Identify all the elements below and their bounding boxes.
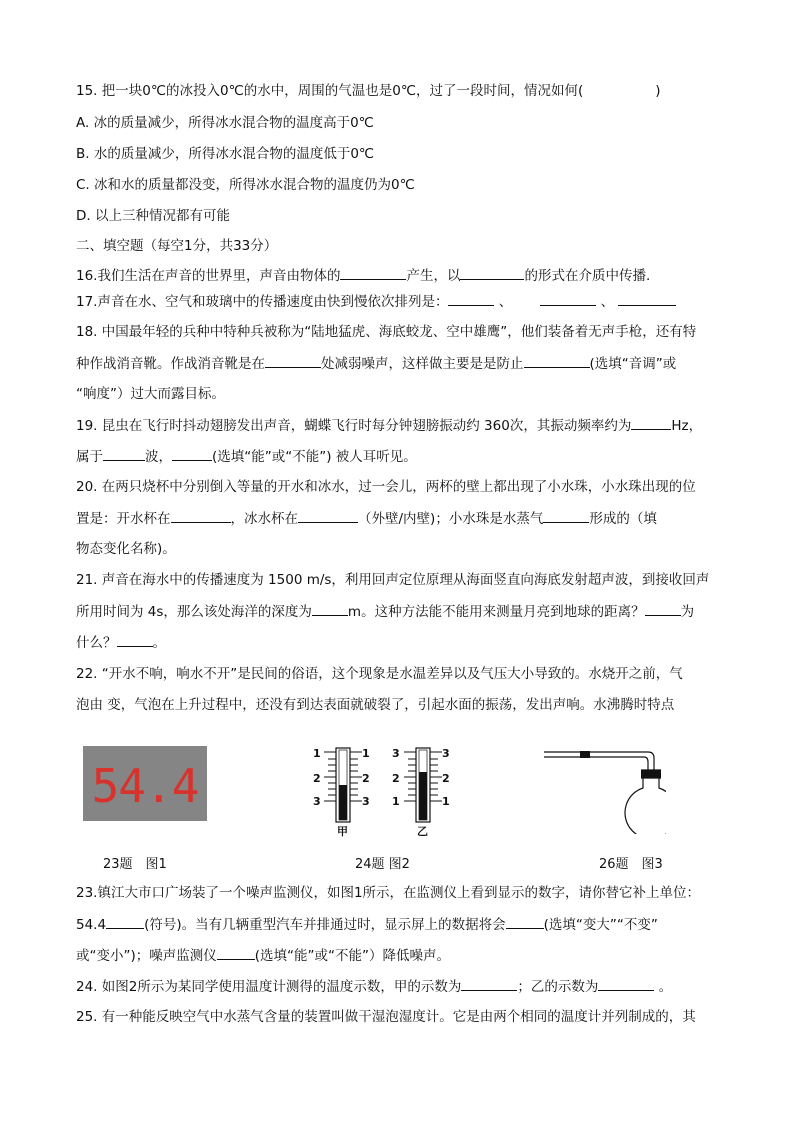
q19-line-2: 属于 波， (选填“能”或“不能”) 被人耳听见。 <box>76 449 417 465</box>
q20-blank-1[interactable] <box>171 509 231 523</box>
q16-blank-1[interactable] <box>340 266 406 280</box>
tick-label: 1 <box>313 747 321 760</box>
q16-blank-2[interactable] <box>460 266 524 280</box>
q24-blank-1[interactable] <box>461 977 517 991</box>
tick-label: 1 <box>442 795 450 808</box>
q18-line-2: 种作战消音靴。作战消音靴是在 处减弱噪声，这样做主要是是防止 (选填“音调”或 <box>76 356 677 372</box>
q17-blank-2[interactable] <box>540 292 596 306</box>
tick-label: 3 <box>313 795 321 808</box>
q18-blank-2[interactable] <box>524 354 590 368</box>
q23-line-2: 54.4 (符号)。当有几辆重型汽车并排通过时，显示屏上的数据将会 (选填“变大”“不变” <box>76 917 658 933</box>
q19-line-1: 19. 昆虫在飞行时抖动翅膀发出声音，蝴蝶飞行时每分钟翅膀振动约 360次，其振动频率约为 Hz， <box>76 418 703 434</box>
q23-blank-1[interactable] <box>106 915 144 929</box>
q20-line-2: 置是：开水杯在 ，冰水杯在 （外壁/内壁)；小水珠是水蒸气 形成的（填 <box>76 511 657 527</box>
thermometer-right <box>392 747 450 838</box>
tick-label: 3 <box>442 747 450 760</box>
q21-blank-2[interactable] <box>645 602 681 616</box>
noise-display <box>83 746 207 821</box>
q20-line-3: 物态变化名称)。 <box>76 541 176 557</box>
q22-line-1: 22. “开水不响，响水不开”是民间的俗语，这个现象是水温差异以及气压大小导致的。水烧开之前，气 <box>76 666 683 682</box>
q18-line-3: “响度”）过大而露目标。 <box>76 386 225 402</box>
q17-blank-3[interactable] <box>618 292 676 306</box>
q15-option-c: C. 冰和水的质量都没变，所得冰水混合物的温度仍为0℃ <box>76 177 415 193</box>
q23-blank-2[interactable] <box>506 915 544 929</box>
q22-line-2: 泡由 变，气泡在上升过程中，还没有到达表面就破裂了，引起水面的振荡，发出声响。水沸腾时特点 <box>76 697 675 713</box>
flask-body <box>625 778 666 834</box>
q19-blank-3[interactable] <box>172 447 212 461</box>
thermometer-right-label: 乙 <box>417 825 428 838</box>
q21-blank-1[interactable] <box>312 602 348 616</box>
q21-line-2: 所用时间为 4s，那么该处海洋的深度为 m。这种方法能不能用来测量月亮到地球的距离？ 为 <box>76 604 695 620</box>
flask-figure <box>540 748 666 834</box>
q24-blank-2[interactable] <box>598 977 654 991</box>
tick-label: 2 <box>362 772 370 785</box>
display-digits: 54.4 <box>91 759 199 813</box>
q25-line-1: 25. 有一种能反映空气中水蒸气含量的装置叫做干湿泡湿度计。它是由两个相同的温度计并列制成的，其 <box>76 1009 696 1025</box>
section-heading: 二、填空题（每空1分，共33分） <box>76 238 278 254</box>
q23-line-3: 或“变小”)；噪声监测仪 (选填“能”或“不能”）降低噪声。 <box>76 948 451 964</box>
q21-line-1: 21. 声音在海水中的传播速度为 1500 m/s，利用回声定位原理从海面竖直向海底发射超声波，到接收回声 <box>76 572 710 588</box>
tube-marker <box>580 751 590 758</box>
tick-label: 2 <box>392 772 400 785</box>
tick-label: 1 <box>362 747 370 760</box>
q21-line-3: 什么？ 。 <box>76 635 166 651</box>
q16: 16.我们生活在声音的世界里，声音由物体的 产生，以 的形式在介质中传播. <box>76 268 651 284</box>
tick-label: 2 <box>442 772 450 785</box>
tick-label: 2 <box>313 772 321 785</box>
q20-blank-3[interactable] <box>543 509 589 523</box>
q17-blank-1[interactable] <box>448 292 494 306</box>
q15-option-a: A. 冰的质量减少，所得冰水混合物的温度高于0℃ <box>76 115 374 131</box>
thermometers-figure <box>310 746 460 838</box>
tick-label: 1 <box>392 795 400 808</box>
q17: 17.声音在水、空气和玻璃中的传播速度由快到慢依次排列是： 、 、 <box>76 292 676 311</box>
q20-line-1: 20. 在两只烧杯中分别倒入等量的开水和冰水，过一会儿，两杯的壁上都出现了小水珠，小水珠出现的位 <box>76 479 696 495</box>
q15-option-b: B. 水的质量减少，所得冰水混合物的温度低于0℃ <box>76 146 375 162</box>
flask-stopper <box>641 770 661 778</box>
figure-3-caption: 26题 图3 <box>599 857 663 872</box>
q23-line-1: 23.镇江大市口广场装了一个噪声监测仪，如图1所示，在监测仪上看到显示的数字，请你替它补上单位： <box>76 885 701 901</box>
q19-blank-1[interactable] <box>631 416 671 430</box>
noise-display-figure <box>83 746 207 821</box>
q20-blank-2[interactable] <box>298 509 358 523</box>
thermometer-left <box>313 747 370 838</box>
q18-blank-1[interactable] <box>265 354 321 368</box>
q23-blank-3[interactable] <box>217 946 255 960</box>
left-mercury <box>339 785 347 820</box>
tick-label: 3 <box>392 747 400 760</box>
tick-label: 3 <box>362 795 370 808</box>
right-mercury <box>419 772 427 820</box>
q24: 24. 如图2所示为某同学使用温度计测得的温度示数，甲的示数为 ；乙的示数为 。 <box>76 979 673 995</box>
q15-option-d: D. 以上三种情况都有可能 <box>76 208 230 224</box>
figure-1-caption: 23题 图1 <box>103 857 167 872</box>
q15-stem: 15. 把一块0℃的冰投入0℃的水中，周围的气温也是0℃，过了一段时间，情况如何( ) <box>76 83 661 99</box>
thermometer-left-label: 甲 <box>337 825 348 838</box>
figure-2-caption: 24题 图2 <box>355 857 410 872</box>
q18-line-1: 18. 中国最年轻的兵种中特种兵被称为“陆地猛虎、海底蛟龙、空中雄鹰”，他们装备着无声手枪，还有特 <box>76 324 697 340</box>
q19-blank-2[interactable] <box>103 447 145 461</box>
q21-blank-3[interactable] <box>117 633 153 647</box>
